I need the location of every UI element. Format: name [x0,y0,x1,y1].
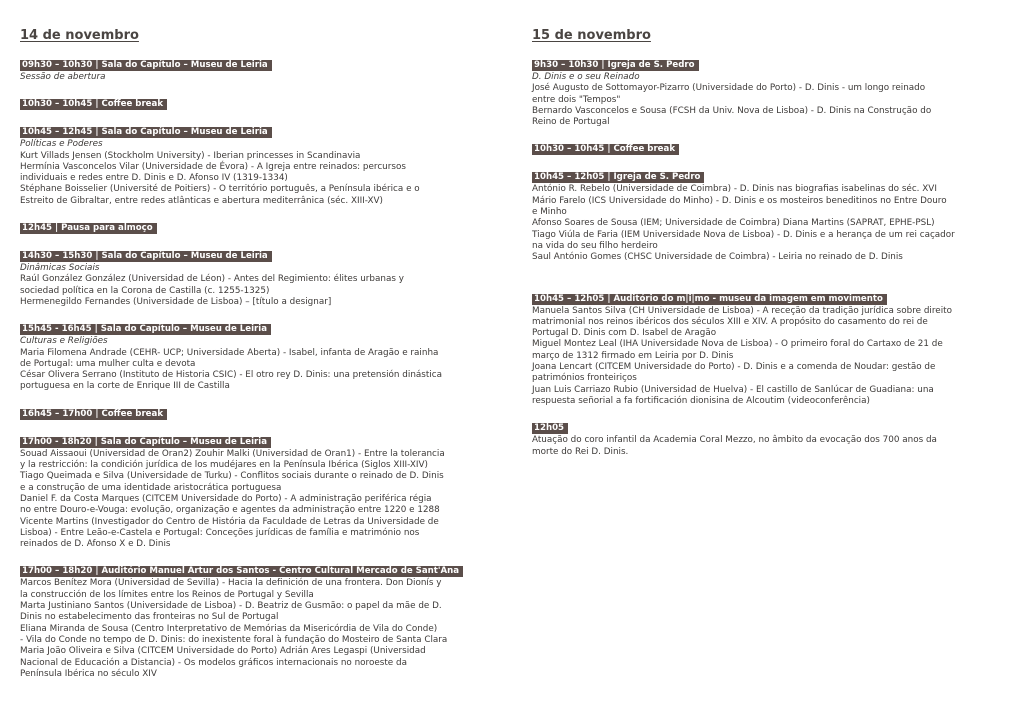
session-line: y la restricción: la condición jurídica de los mudéjares en la Península Ibérica (Siglos XIII-XIV) [20,460,428,471]
session-header: 15h45 - 16h45 | Sala do Capítulo – Museu de Leiria [20,324,271,335]
session-line: Miguel Montez Leal (IHA Universidade Nova de Lisboa) - O primeiro foral do Cartaxo de 21 de [532,339,943,350]
session-line: Vicente Martins (Investigador do Centro de História da Faculdade de Letras da Universidade de [20,516,439,527]
session-header: 17h00 - 18h20 | Sala do Capítulo – Museu de Leiria [20,437,271,448]
session-line: março de 1312 firmado em Leiria por D. Dinis [532,350,734,361]
session-line: la construcción de los límites entre los Reinos de Portugal y Sevilla [20,589,314,600]
session-line: - Vila do Conde no tempo de D. Dinis: do inexistente foral à fundação do Mosteiro de Santa Clara [20,634,448,645]
session-header: 12h05 [532,423,568,434]
session-block [20,558,490,680]
right-schedule [532,52,1007,458]
session-line: reinados de D. Afonso X e D. Dinis [20,539,171,550]
session-line: Tiago Queimada e Silva (Universidade de Turku) - Conflitos sociais durante o reinado de D. Dinis [20,471,444,482]
session-line: de Portugal: uma mulher culta e devota [20,358,196,369]
session-block [20,215,490,235]
session-block [532,286,1007,408]
session-line: Tiago Viúla de Faria (IEM Universidade Nova de Lisboa) - D. Dinis e a herança de um rei caçador [532,229,955,240]
session-line: Stéphane Boisselier (Université de Poitiers) - O território português, a Península ibérica e o [20,184,420,195]
session-line: Marcos Benítez Mora (Universidad de Sevilla) - Hacia la definición de una frontera. Don Dionís y [20,578,442,589]
session-line: patrimónios fronteiriços [532,373,637,384]
session-header: 10h45 – 12h05 | Auditório do m|i|mo - museu da imagem em movimento [532,294,887,305]
session-header: 16h45 – 17h00 | Coffee break [20,409,167,420]
session-line: Kurt Villads Jensen (Stockholm University) - Iberian princesses in Scandinavia [20,150,361,161]
session-line: Dinis no estabelecimento das fronteiras no Sul de Portugal [20,612,279,623]
session-line: portuguesa en la corte de Enrique III de Castilla [20,381,230,392]
session-header: 17h00 – 18h20 | Auditório Manuel Artur dos Santos - Centro Cultural Mercado de Sant'Ana [20,566,463,577]
session-line: Raúl González González (Universidad de Léon) - Antes del Regimiento: élites urbanas y [20,274,404,285]
day-heading: 14 de novembro [20,28,139,43]
session-line: Maria João Oliveira e Silva (CITCEM Universidade do Porto) Adrián Ares Legaspi (Universidad [20,646,426,657]
session-line: Saul António Gomes (CHSC Universidade de Coimbra) - Leiria no reinado de D. Dinis [532,252,903,263]
session-line: D. Dinis e o seu Reinado [532,72,640,82]
session-line: respuesta señorial a fa fortificación dionisina de Alcoutim (videoconferência) [532,395,870,406]
session-header: 14h30 – 15h30 | Sala do Capítulo – Museu de Leiria [20,251,272,262]
session-line: Estreito de Gibraltar, entre redes atlânticas e abertura mediterrânica (séc. XIII-XV) [20,195,383,206]
session-line: na vida do seu filho herdeiro [532,240,658,251]
session-header: 10h45 – 12h45 | Sala do Capítulo – Museu de Leiria [20,127,272,138]
session-line: sociedad política en la Corona de Castilla (c. 1255-1325) [20,285,270,296]
session-line: Hermenegildo Fernandes (Universidade de Lisboa) – [título a designar] [20,296,332,307]
session-line: Maria Filomena Andrade (CEHR- UCP; Universidade Aberta) - Isabel, infanta de Aragão e rainha [20,347,439,358]
session-line: Dinâmicas Sociais [20,263,100,274]
session-line: Sessão de abertura [20,72,106,82]
session-line: Reino de Portugal [532,117,610,128]
session-block [20,316,490,392]
session-line: Afonso Soares de Sousa (IEM; Universidade de Coimbra) Diana Martins (SAPRAT, EPHE-PSL) [532,218,935,229]
session-line: e a construção de uma identidade aristocrática portuguesa [20,482,282,493]
session-header: 10h30 – 10h45 | Coffee break [532,144,679,155]
session-header: 12h45 | Pausa para almoço [20,223,157,234]
spacer [532,272,1007,286]
session-line: Souad Aissaoui (Universidad de Oran2) Zouhir Malki (Universidad de Oran1) - Entre la tolerancia [20,448,445,459]
session-line: Bernardo Vasconcelos e Sousa (FCSH da Univ. Nova de Lisboa) - D. Dinis na Construção do [532,105,932,116]
session-line: entre dois "Tempos" [532,94,621,105]
session-line: Marta Justiniano Santos (Universidade de Lisboa) - D. Beatriz de Gusmão: o papel da mãe de D. [20,601,442,612]
session-line: Daniel F. da Costa Marques (CITCEM Universidade do Porto) - A administração periférica régia [20,493,432,504]
session-line: Hermínia Vasconcelos Vilar (Universidade de Évora) - A Igreja entre reinados: percursos [20,161,406,172]
session-line: e Minho [532,207,567,218]
session-line: César Olivera Serrano (Instituto de Historia CSIC) - El otro rey D. Dinis: una pretensión dinástica [20,370,442,381]
session-line: morte do Rei D. Dinis. [532,446,629,457]
session-block [532,415,1007,458]
session-line: António R. Rebelo (Universidade de Coimbra) - D. Dinis nas biografias isabelinas do séc. XVI [532,184,937,195]
session-line: Políticas e Poderes [20,139,103,150]
session-line: Manuela Santos Silva (CH Universidade de Lisboa) - A receção da tradição jurídica sobre direito [532,305,952,316]
session-line: Juan Luis Carriazo Rubio (Universidad de Huelva) - El castillo de Sanlúcar de Guadiana: una [532,384,934,395]
session-block [20,91,490,111]
session-line: José Augusto de Sottomayor-Pizarro (Universidade do Porto) - D. Dinis - um longo reinado [532,83,926,94]
left-column [20,28,490,688]
session-header: 10h30 – 10h45 | Coffee break [20,99,167,110]
session-block [532,136,1007,156]
session-block [532,52,1007,128]
session-line: Eliana Miranda de Sousa (Centro Interpretativo de Memórias da Misericórdia de Vila do Conde) [20,623,438,634]
session-block [20,243,490,308]
session-line: Culturas e Religiões [20,336,108,347]
session-line: Península Ibérica no século XIV [20,668,157,679]
session-header: 10h45 – 12h05 | Igreja de S. Pedro [532,172,704,183]
session-line: matrimonial nos reinos ibéricos dos séculos XIII e XIV. A propósito do casamento do rei de [532,316,928,327]
session-block [20,119,490,207]
right-column [532,28,1007,466]
session-line: Joana Lencart (CITCEM Universidade do Porto) - D. Dinis e a comenda de Noudar: gestão de [532,362,936,373]
session-header: 09h30 – 10h30 | Sala do Capítulo – Museu de Leiria [20,60,272,71]
session-block [20,401,490,421]
session-line: Nacional de Educación a Distancia) - Os modelos gráficos internacionais no noroeste da [20,657,407,668]
session-line: Lisboa) - Entre Leão-e-Castela e Portugal: Conceções jurídicas de família e matrimónio nos [20,527,420,538]
session-line: Mário Farelo (ICS Universidade do Minho) - D. Dinis e os mosteiros beneditinos no Entre Douro [532,195,947,206]
day-heading: 15 de novembro [532,28,651,43]
session-line: individuais e redes entre D. Dinis e D. Afonso IV (1319-1334) [20,173,288,184]
session-block [532,164,1007,263]
session-header: 9h30 – 10h30 | Igreja de S. Pedro [532,60,699,71]
left-schedule [20,52,490,680]
session-line: Atuação do coro infantil da Academia Coral Mezzo, no âmbito da evocação dos 700 anos da [532,435,937,446]
session-block [20,52,490,83]
session-block [20,429,490,551]
session-line: Portugal D. Dinis com D. Isabel de Aragão [532,328,717,339]
session-line: no entre Douro-e-Vouga: evolução, organização e agentes da administração entre 1220 e 1288 [20,505,440,516]
